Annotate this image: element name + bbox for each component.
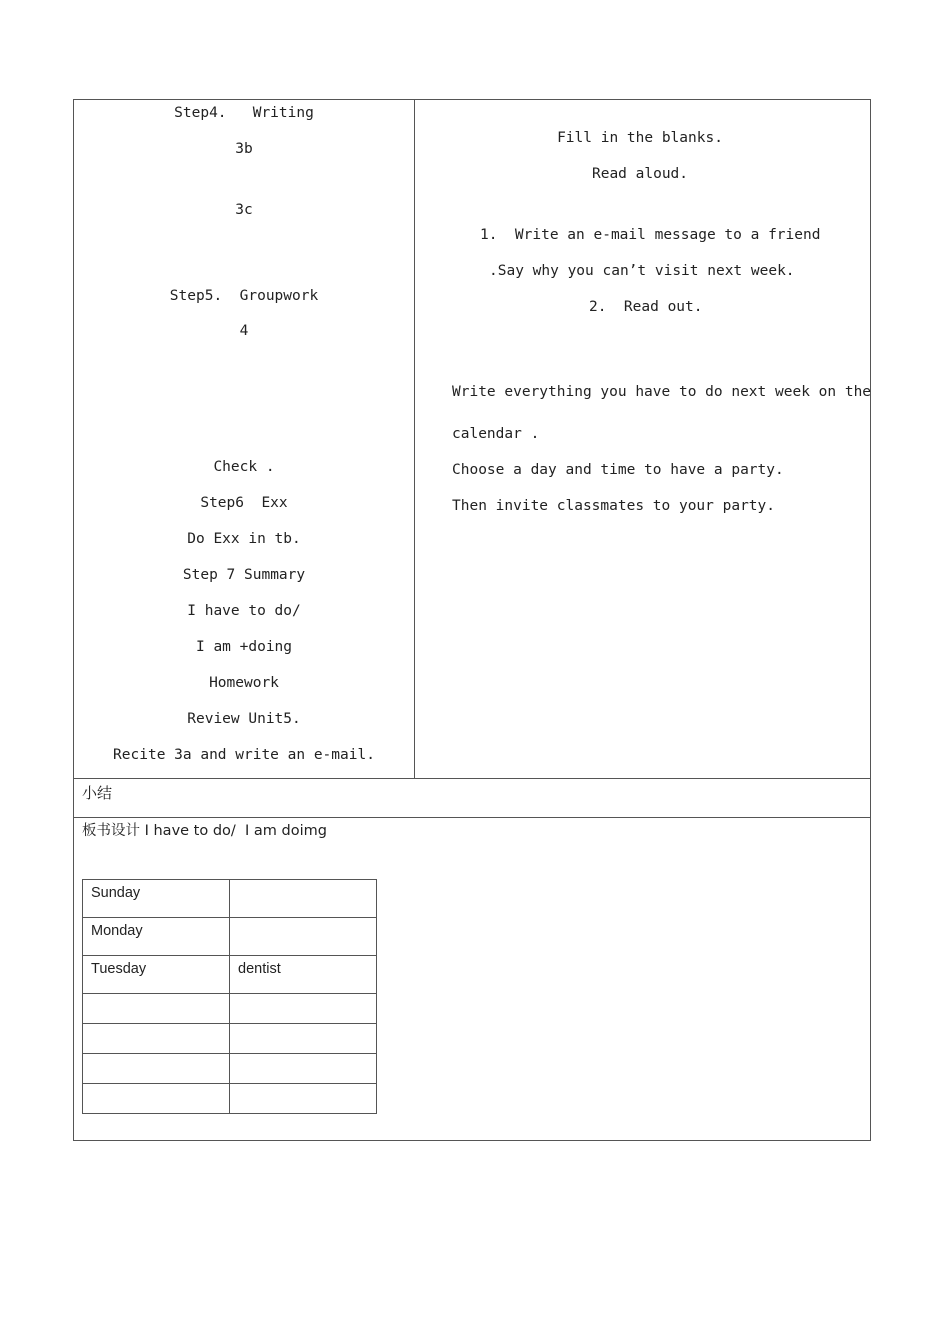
day-cell: [83, 1054, 230, 1084]
fill-blanks-text: Fill in the blanks.: [557, 130, 723, 146]
step4-heading: Step4. Writing: [174, 105, 314, 121]
note-cell: [230, 1084, 377, 1114]
column-divider: [414, 99, 415, 779]
note-cell: [230, 880, 377, 918]
board-design-label: 板书设计 I have to do/ I am doimg: [82, 823, 327, 839]
week-table: [82, 879, 377, 1114]
invite-text: Then invite classmates to your party.: [452, 498, 776, 514]
summary-line-1: I have to do/: [187, 603, 301, 619]
homework-recite: Recite 3a and write an e-mail.: [113, 747, 375, 763]
task-1-line-1: 1. Write an e-mail message to a friend: [480, 227, 821, 243]
step6-heading: Step6 Exx: [200, 495, 288, 511]
table-row: [83, 1024, 377, 1054]
read-aloud-text: Read aloud.: [591, 166, 689, 182]
homework-heading: Homework: [209, 675, 279, 691]
day-cell: [83, 994, 230, 1024]
check-text: Check .: [213, 459, 275, 475]
summary-label: 小结: [82, 784, 113, 802]
homework-review: Review Unit5.: [187, 711, 301, 727]
step-3b: 3b: [235, 141, 253, 157]
day-cell: Tuesday: [83, 956, 230, 994]
table-row: [83, 1084, 377, 1114]
write-everything-text: Write everything you have to do next week on the: [452, 384, 872, 400]
step-4: 4: [239, 323, 249, 339]
note-cell: [230, 918, 377, 956]
row-divider-board: [73, 817, 871, 818]
day-cell: [83, 1024, 230, 1054]
table-row: [83, 918, 377, 956]
choose-day-text: Choose a day and time to have a party.: [452, 462, 784, 478]
calendar-text: calendar .: [452, 426, 540, 442]
note-cell: dentist: [230, 956, 377, 994]
row-divider-summary: [73, 778, 871, 779]
table-row: [83, 956, 377, 994]
summary-line-2: I am +doing: [195, 639, 293, 655]
table-row: [83, 994, 377, 1024]
step-3c: 3c: [235, 202, 253, 218]
table-row: [83, 880, 377, 918]
day-cell: Monday: [83, 918, 230, 956]
task-1-line-2: .Say why you can’t visit next week.: [489, 263, 795, 279]
task-2: 2. Read out.: [589, 299, 703, 315]
do-exx-text: Do Exx in tb.: [187, 531, 301, 547]
note-cell: [230, 1054, 377, 1084]
step5-heading: Step5. Groupwork: [169, 288, 319, 304]
day-cell: [83, 1084, 230, 1114]
note-cell: [230, 994, 377, 1024]
table-row: [83, 1054, 377, 1084]
step7-heading: Step 7 Summary: [182, 567, 306, 583]
day-cell: Sunday: [83, 880, 230, 918]
note-cell: [230, 1024, 377, 1054]
